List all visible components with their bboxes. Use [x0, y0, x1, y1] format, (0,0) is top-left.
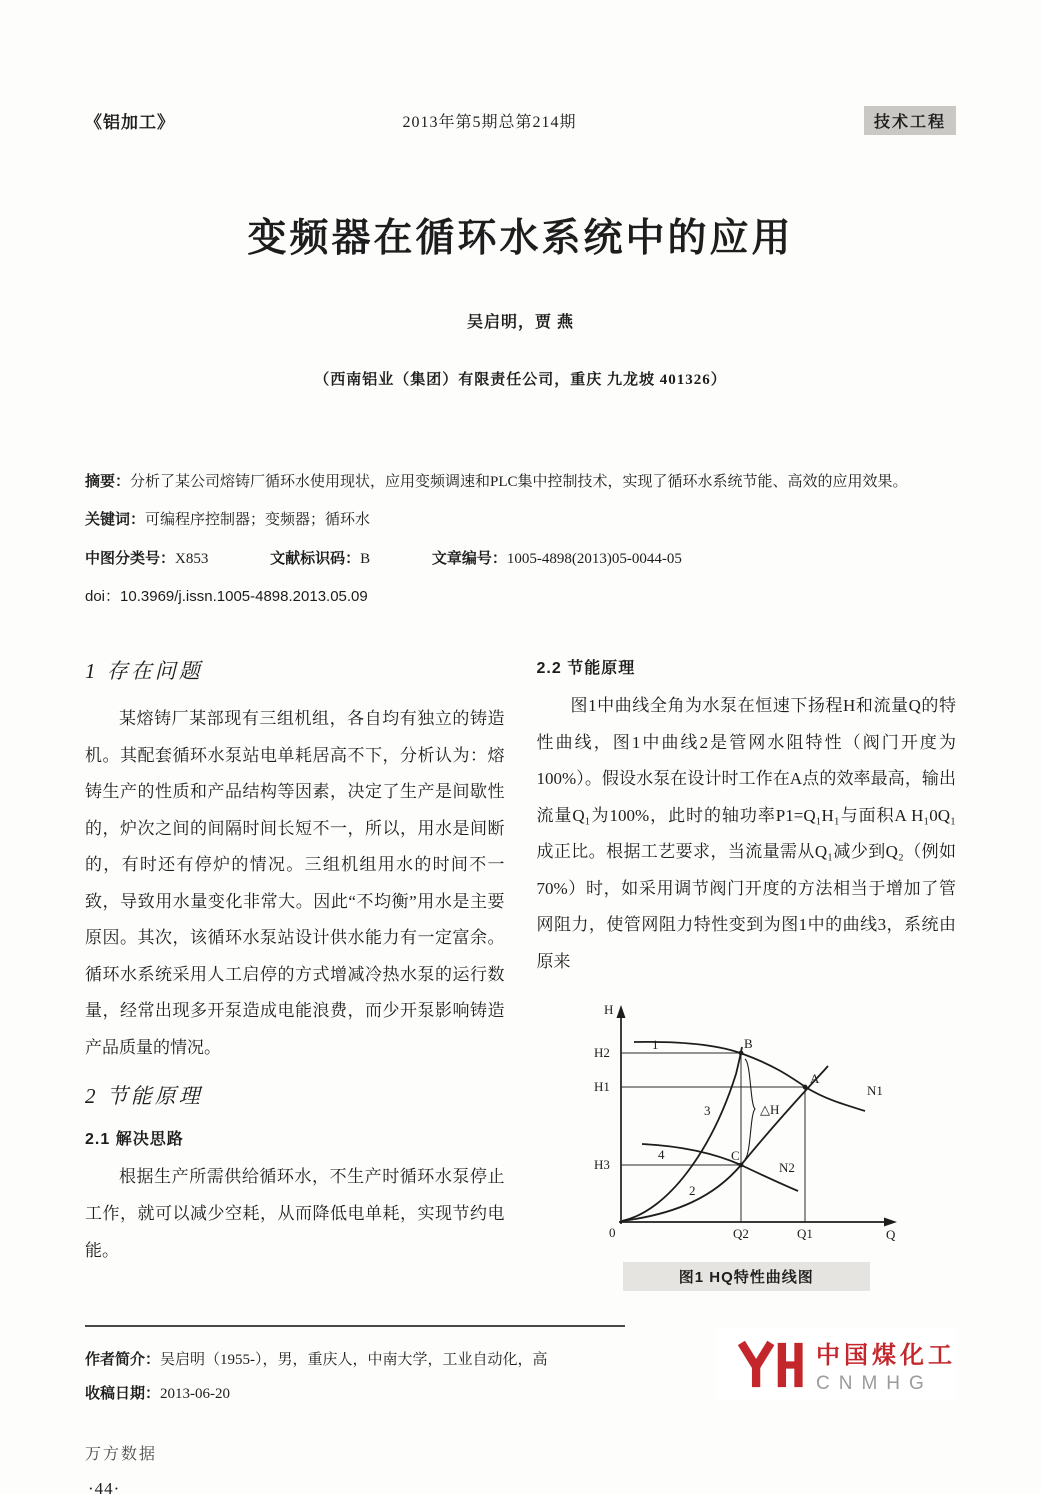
cnmhg-logo-text — [816, 1335, 956, 1395]
wanfang-watermark: 万方数据 — [85, 1446, 158, 1463]
point-b-label: B — [744, 1036, 753, 1052]
cnmhg-logo — [716, 1329, 956, 1401]
logo-english-name: CNMHG — [816, 1373, 933, 1395]
h-axis-label: H — [604, 1002, 614, 1018]
clc-label: 中图分类号： — [85, 549, 176, 567]
received-date-line — [85, 1377, 625, 1411]
hq-curve-chart — [576, 992, 916, 1254]
doi-value: 10.3969/j.issn.1005-4898.2013.05.09 — [120, 587, 368, 605]
doi-line — [85, 582, 956, 611]
two-column-body — [85, 641, 956, 1291]
section-2-2-heading: 2.2 节能原理 — [536, 660, 636, 677]
authors: 吴启明，贾 燕 — [466, 314, 574, 331]
curve-4-label: 4 — [658, 1147, 665, 1163]
page-number: ·44· — [88, 1479, 121, 1494]
h3-label: H3 — [594, 1157, 611, 1173]
left-column — [85, 641, 505, 1291]
keywords — [85, 505, 956, 535]
keywords-text: 可编程序控制器；变频器；循环水 — [145, 512, 371, 529]
author-bio-block — [85, 1325, 625, 1411]
q-axis-arrow-icon — [884, 1218, 897, 1227]
section-2-heading: 2 节能原理 — [85, 1084, 203, 1109]
keywords-label: 关键词： — [85, 511, 146, 529]
q-axis-label: Q — [886, 1227, 896, 1243]
origin-label: 0 — [609, 1225, 616, 1241]
abstract-label: 摘要： — [85, 473, 131, 490]
point-b-dot — [739, 1051, 744, 1056]
bio-label: 作者简介： — [85, 1351, 161, 1369]
doc-code-value: B — [360, 550, 371, 567]
abstract — [85, 467, 956, 497]
issue-info: 2013年第5期总第214期 — [402, 114, 577, 131]
abstract-text: 分析了某公司熔铸厂循环水使用现状，应用变频调速和PLC集中控制技术，实现了循环水系统节能、高效的应用效果。 — [130, 474, 908, 490]
classification-line — [85, 544, 956, 574]
doi-label: doi： — [85, 587, 121, 605]
article-id-label: 文章编号： — [431, 549, 507, 567]
curve-2-pipe-100 — [622, 1066, 828, 1221]
curve-2-label: 2 — [689, 1183, 696, 1199]
q1-label: Q1 — [797, 1226, 814, 1242]
delta-h-label: △H — [760, 1102, 780, 1118]
section-1-heading: 1 存在问题 — [85, 659, 203, 683]
curve-3-label: 3 — [704, 1103, 711, 1119]
logo-chinese-name: 中国煤化工 — [816, 1342, 956, 1370]
n2-label: N2 — [779, 1160, 796, 1176]
curve-3-pipe-throttled — [622, 1047, 742, 1221]
h1-label: H1 — [594, 1079, 611, 1095]
point-a-dot — [803, 1085, 808, 1090]
date-label: 收稿日期： — [85, 1385, 161, 1403]
bio-text: 吴启明（1955-），男，重庆人，中南大学，工业自动化，高 — [160, 1352, 548, 1369]
right-column — [537, 641, 957, 1291]
article-id-value: 1005-4898(2013)05-0044-05 — [506, 550, 682, 567]
cnmhg-logo-mark-icon — [734, 1338, 804, 1392]
h-axis-arrow-icon — [617, 1005, 626, 1018]
section-tag: 技术工程 — [864, 106, 956, 135]
point-a-label: A — [810, 1071, 820, 1087]
affiliation: （西南铝业（集团）有限责任公司，重庆 九龙坡 401326） — [314, 372, 727, 388]
article-title: 变频器在循环水系统中的应用 — [247, 217, 794, 260]
section-2-2-paragraph: 图1中曲线全角为水泵在恒速下扬程H和流量Q的特性曲线，图1中曲线2是管网水阻特性（阀门开度为100%）。假设水泵在设计时工作在A点的效率最高，输出流量Q₁为100%，此时的轴功率P1=Q₁H₁与面积A H₁0Q₁成正比。根据工艺要求，当流量需从Q₁减少到Q₂（例如70%）时，如采用调节阀门开度的方法相当于增加了管网阻力，使管网阻力特性变到为图1中的曲线3，系统由原来 — [536, 696, 956, 971]
journal-name: 《铝加工》 — [85, 113, 175, 132]
delta-h-brace — [745, 1059, 755, 1159]
q2-label: Q2 — [733, 1226, 750, 1242]
section-2-1-heading: 2.1 解决思路 — [85, 1131, 184, 1149]
point-c-dot — [739, 1163, 744, 1168]
article-meta — [85, 467, 956, 611]
curve-1-label: 1 — [652, 1037, 659, 1053]
n1-label: N1 — [867, 1083, 884, 1099]
doc-code-label: 文献标识码： — [270, 549, 361, 567]
figure-1 — [537, 992, 957, 1291]
section-2-1-paragraph: 根据生产所需供给循环水，不生产时循环水泵停止工作，就可以减少空耗，从而降低电单耗，实现节约电能。 — [85, 1167, 505, 1260]
page-header — [0, 0, 1041, 135]
figure-1-caption: 图1 HQ特性曲线图 — [623, 1262, 870, 1291]
footnote-area — [85, 1325, 956, 1445]
section-1-paragraph: 某熔铸厂某部现有三组机组，各自均有独立的铸造机。其配套循环水泵站电单耗居高不下，分析认为：熔铸生产的性质和产品结构等因素，决定了生产是间歇性的，炉次之间的间隔时间长短不一，所以，用水是间断的，有时还有停炉的情况。三组机组用水的时间不一致，导致用水量变化非常大。因此“不均衡”用水是主要原因。其次，该循环水泵站设计供水能力有一定富余。循环水系统采用人工启停的方式增减冷热水泵的运行数量，经常出现多开泵造成电能浪费，而少开泵影响铸造产品质量的情况。 — [85, 709, 505, 1057]
clc-value: X853 — [175, 550, 209, 567]
h2-label: H2 — [594, 1045, 611, 1061]
curve-4-pump-reduced-speed — [642, 1144, 798, 1191]
point-c-label: C — [731, 1148, 740, 1164]
author-bio-line — [85, 1343, 625, 1377]
date-value: 2013-06-20 — [160, 1386, 231, 1403]
